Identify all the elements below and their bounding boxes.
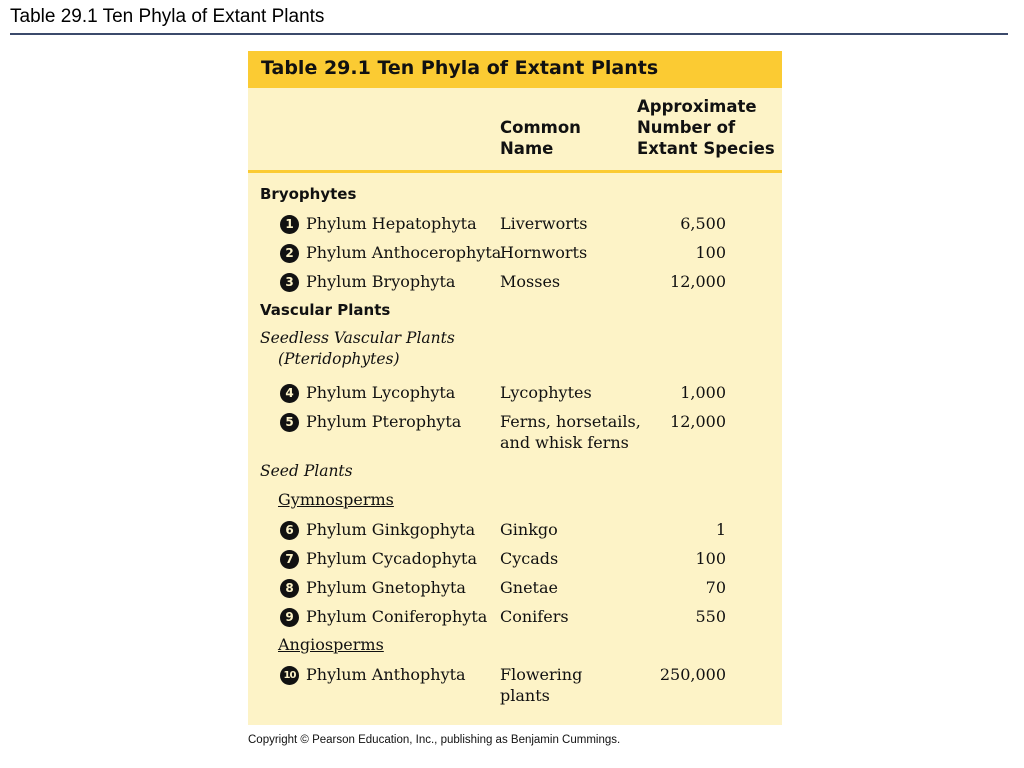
common-name: Cycads [500,549,559,568]
species-count: 12,000 [670,412,726,431]
number-badge: 6 [280,521,299,540]
phylum-name: Phylum Hepatophyta [306,214,477,233]
species-count: 70 [705,578,726,597]
subsection-seed-plants: Seed Plants [260,462,353,480]
common-name: Flowering plants [500,665,583,705]
header-species-count: Approximate Number of Extant Species [637,97,775,158]
number-badge: 3 [280,273,299,292]
section-bryophytes: Bryophytes [260,185,357,203]
common-name: Liverworts [500,214,588,233]
common-name: Lycophytes [500,383,592,402]
slide-title: Table 29.1 Ten Phyla of Extant Plants [10,6,325,27]
phylum-name: Phylum Pterophyta [306,412,462,431]
table-title: Table 29.1 Ten Phyla of Extant Plants [261,57,659,79]
number-badge: 9 [280,608,299,627]
species-count: 250,000 [659,665,726,684]
phylum-name: Phylum Cycadophyta [306,549,477,568]
section-vascular-plants: Vascular Plants [260,301,391,319]
species-count: 550 [695,607,726,626]
number-badge: 4 [280,384,299,403]
subsection-seedless-vascular [260,328,455,370]
species-count: 1,000 [680,383,726,402]
phylum-name: Phylum Ginkgophyta [306,520,476,539]
subsection-seedless-line1: Seedless Vascular Plants [260,329,455,347]
phylum-name: Phylum Lycophyta [306,383,456,402]
phylum-name: Phylum Bryophyta [306,272,456,291]
copyright-notice: Copyright © Pearson Education, Inc., publishing as Benjamin Cummings. [248,734,621,746]
phylum-name: Phylum Anthocerophyta [306,243,502,262]
number-badge: 8 [280,579,299,598]
species-count: 100 [695,243,726,262]
common-name: Gnetae [500,578,558,597]
group-gymnosperms: Gymnosperms [278,490,394,509]
common-name: Ferns, horsetails, and whisk ferns [500,412,641,452]
phylum-name: Phylum Coniferophyta [306,607,488,626]
number-badge: 1 [280,215,299,234]
species-count: 12,000 [670,272,726,291]
species-count: 1 [715,520,726,539]
common-name: Mosses [500,272,561,291]
number-badge: 10 [280,666,299,685]
group-angiosperms: Angiosperms [278,635,384,654]
species-count: 6,500 [680,214,726,233]
number-badge: 2 [280,244,299,263]
common-name: Ginkgo [500,520,558,539]
table-panel [248,51,782,725]
phylum-name: Phylum Gnetophyta [306,578,466,597]
species-count: 100 [695,549,726,568]
common-name: Hornworts [500,243,588,262]
common-name: Conifers [500,607,569,626]
phylum-name: Phylum Anthophyta [306,665,466,684]
table-header [248,88,782,173]
number-badge: 5 [280,413,299,432]
number-badge: 7 [280,550,299,569]
header-common-name: Common Name [500,118,581,158]
table-title-band [248,51,782,88]
title-divider [10,33,1008,35]
subsection-seedless-line2: (Pteridophytes) [278,350,400,368]
